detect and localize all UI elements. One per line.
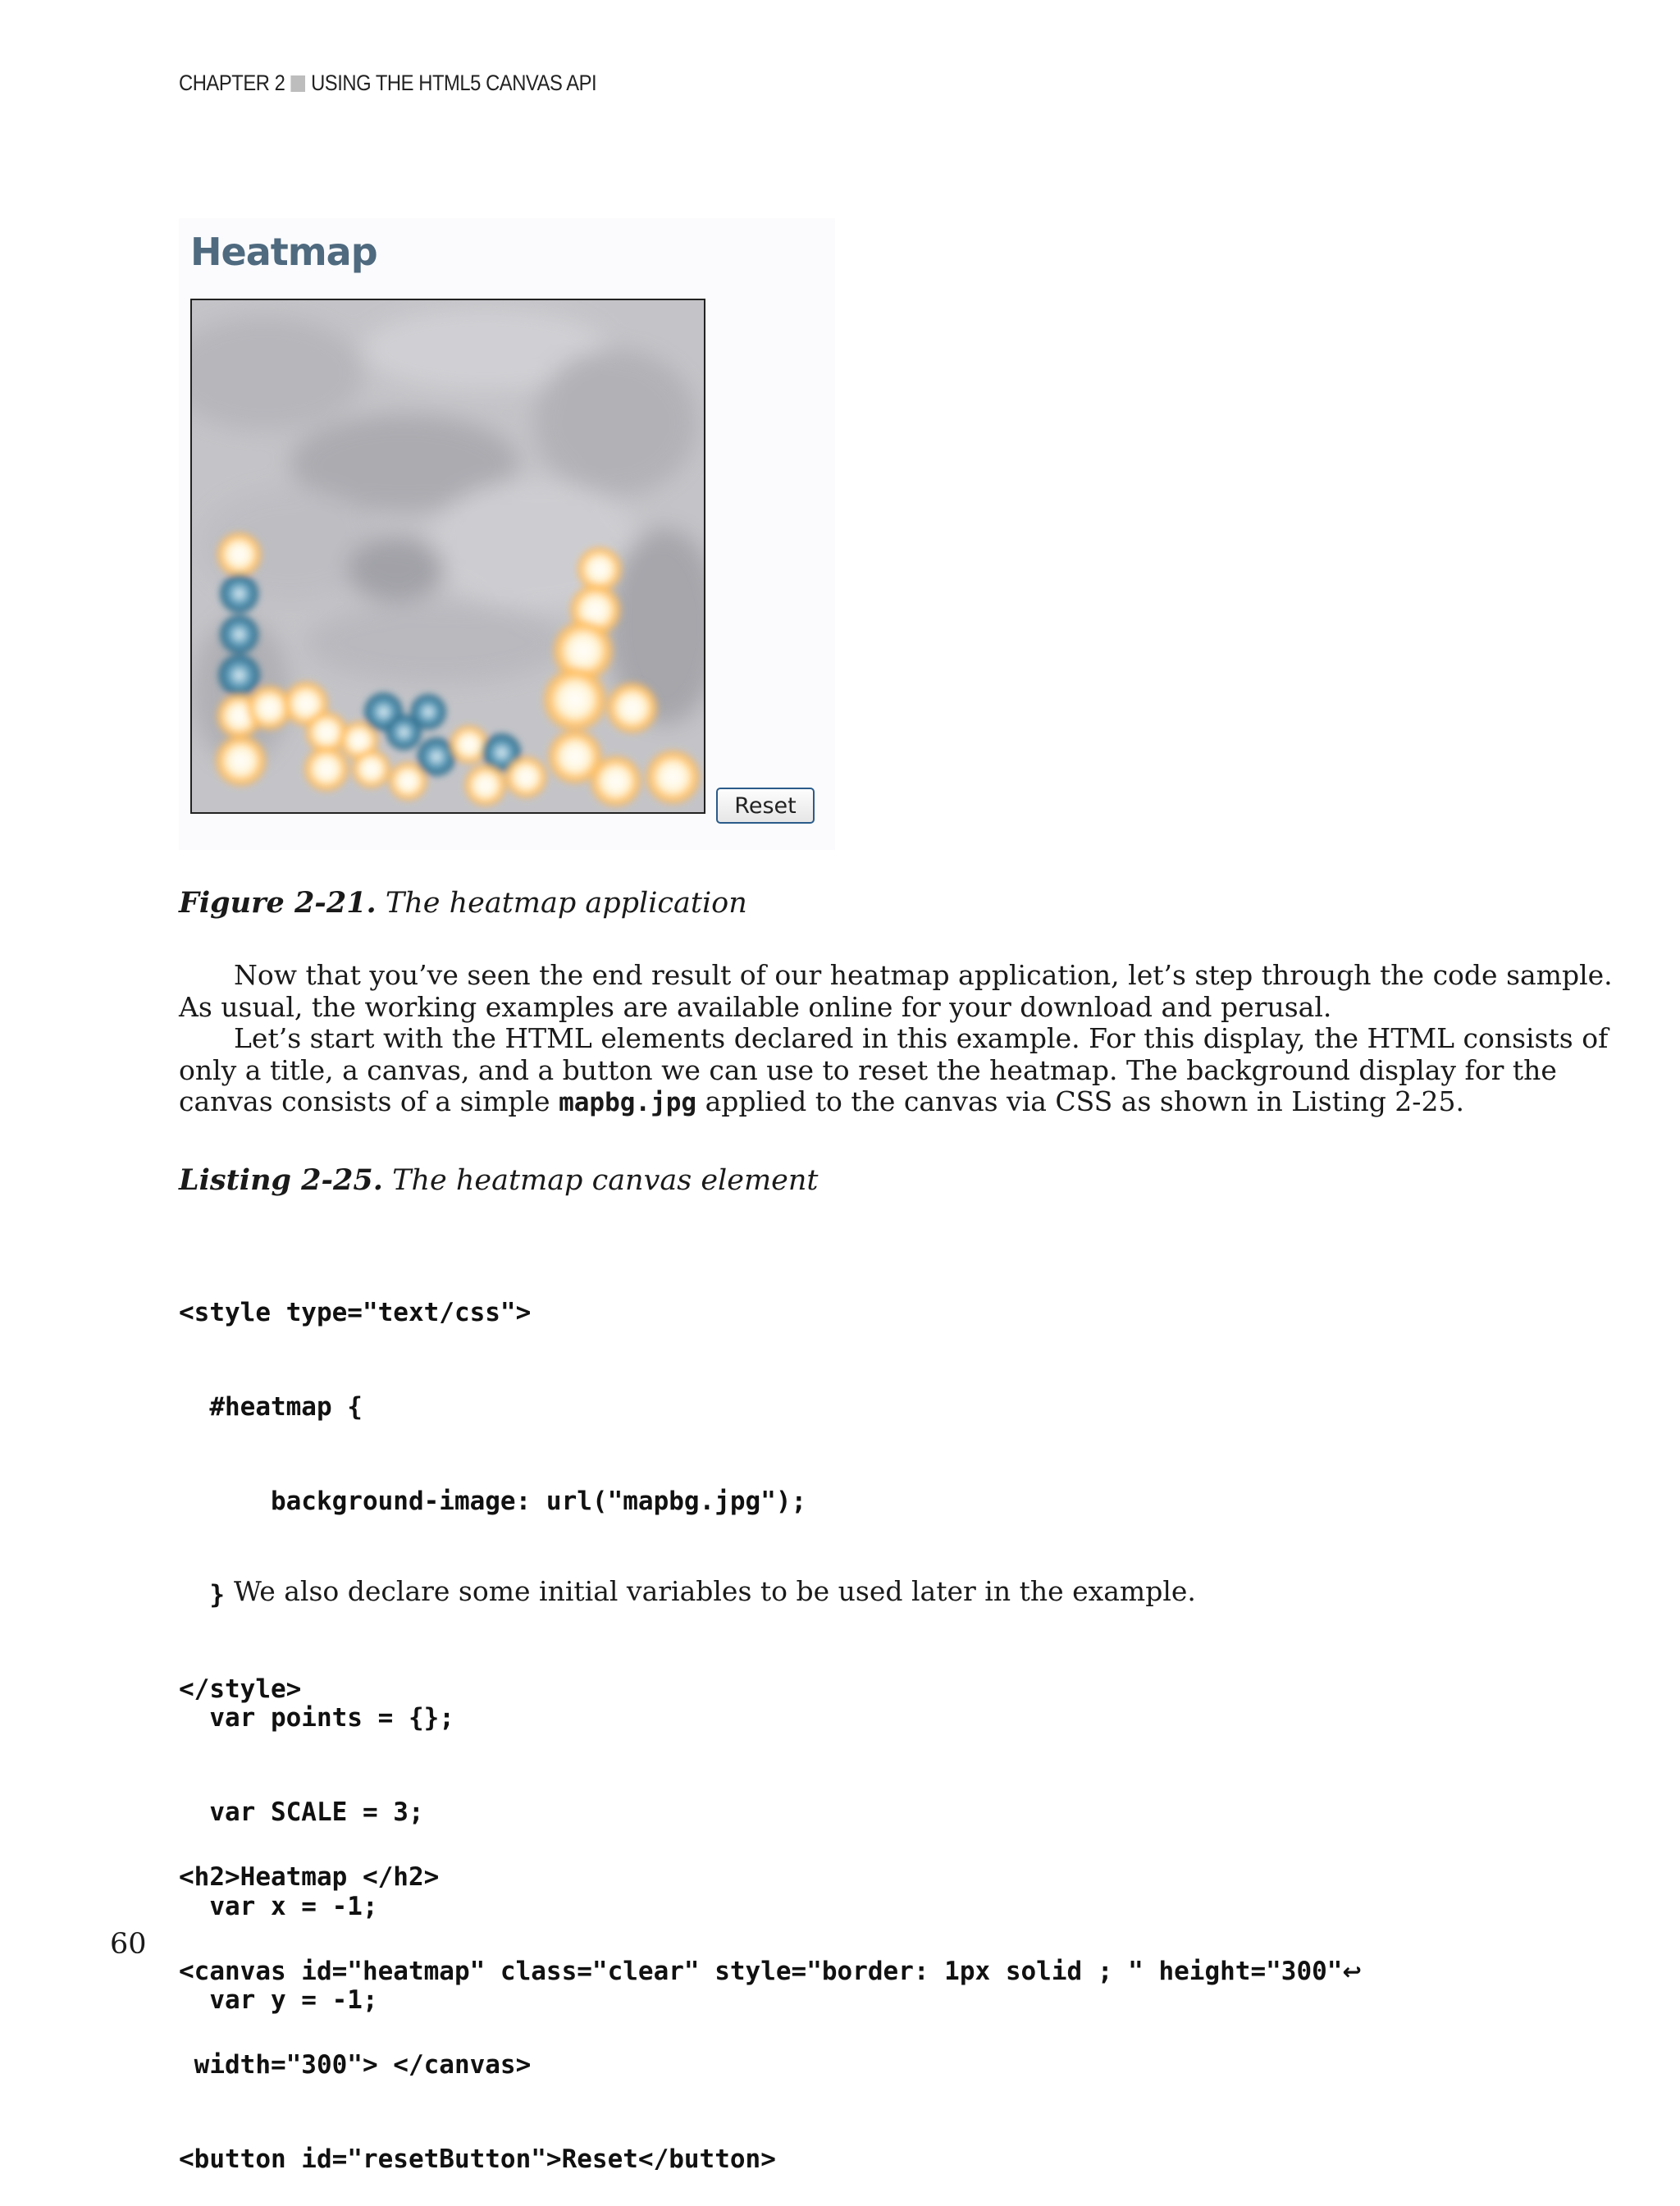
paragraph-line [179,1086,1491,1119]
heatmap-canvas[interactable] [190,299,705,814]
listing-caption-label: Listing 2-25. [179,1163,383,1197]
code-line: width="300"> </canvas> [179,2050,532,2080]
body-paragraph-1 [179,959,1613,1119]
chapter-title: USING THE HTML5 CANVAS API [311,71,597,95]
paragraph-line: As usual, the working examples are available online for your download and perusal. [179,990,1332,1023]
listing-caption [179,1163,818,1197]
code-line: var SCALE = 3; [179,1797,424,1827]
paragraph-text: applied to the canvas via CSS as shown in Listing 2-25. [696,1085,1464,1117]
running-head [179,71,596,96]
figure-caption [179,886,747,920]
code-line: <button id="resetButton">Reset</button> [179,2144,776,2174]
separator-square-icon [290,75,305,92]
paragraph-text: canvas consists of a simple [179,1085,559,1117]
figure-caption-label: Figure 2-21. [179,886,377,920]
paragraph-line: Let’s start with the HTML elements declared in this example. For this display, the HTML consists of [234,1022,1609,1054]
line-wrap-icon: ↩ [1342,1957,1362,1985]
paragraph-line: Now that you’ve seen the end result of our heatmap application, let’s step through the code sample. [234,959,1613,991]
code-line: #heatmap { [179,1392,363,1422]
code-line: var x = -1; [179,1891,378,1921]
listing-caption-text: The heatmap canvas element [392,1164,819,1197]
chapter-label: CHAPTER 2 [179,71,285,95]
heatmap-image [192,300,704,812]
page-number: 60 [110,1928,147,1961]
code-block-variables [179,1640,454,2048]
code-line: var y = -1; [179,1985,378,2016]
code-line: var points = {}; [179,1703,454,1733]
app-heading: Heatmap [190,230,377,274]
code-line-text: <canvas id="heatmap" class="clear" style="border: 1px solid ; " height="300" [179,1956,1343,1986]
figure-caption-text: The heatmap application [385,887,747,920]
code-line: </style> [179,1674,302,1704]
paragraph-line: We also declare some initial variables to be used later in the example. [234,1575,1196,1607]
code-line: background-image: url("mapbg.jpg"); [179,1486,807,1516]
code-line: <h2>Heatmap </h2> [179,1861,440,1892]
code-line: } [179,1580,225,1610]
body-paragraph-2 [179,1576,1491,1608]
paragraph-line: only a title, a canvas, and a button we can use to reset the heatmap. The background display for the [179,1053,1557,1086]
inline-code: mapbg.jpg [559,1088,697,1117]
reset-button[interactable]: Reset [716,788,815,824]
code-line: <style type="text/css"> [179,1298,532,1328]
